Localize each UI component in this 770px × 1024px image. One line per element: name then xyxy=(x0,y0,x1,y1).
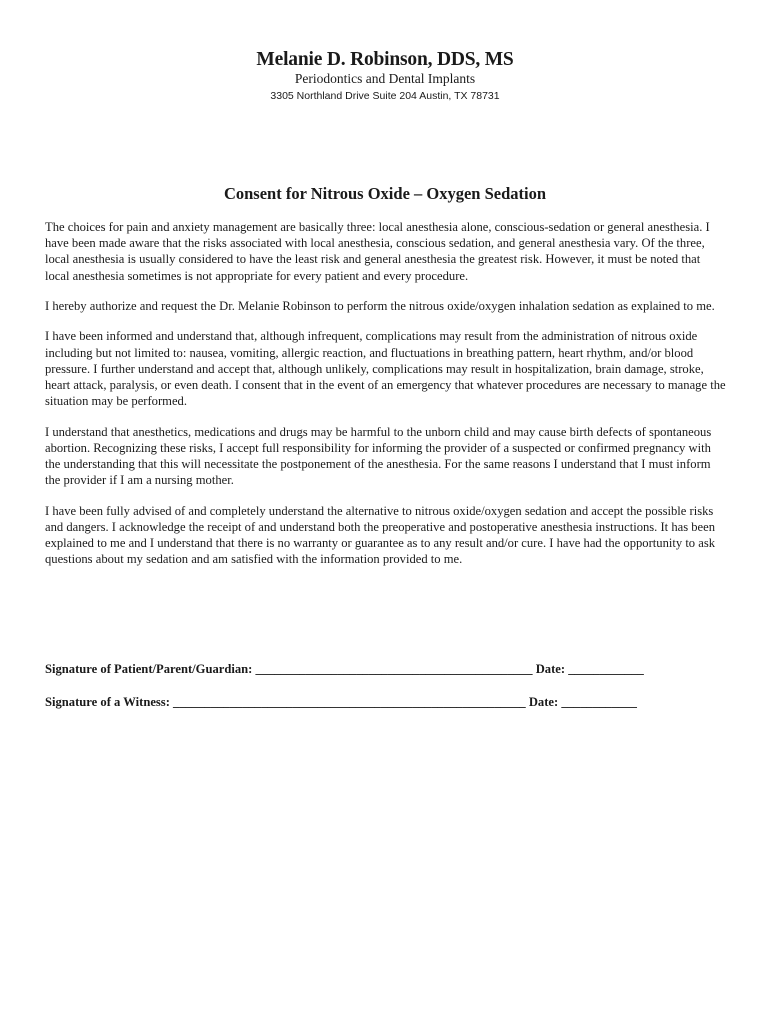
paragraph-pregnancy: I understand that anesthetics, medications and drugs may be harmful to the unborn child and may cause birth defects of spontaneous abortion. Recognizing these risks, I accept full responsibility for informing the provider of a suspected or confirmed pregnancy with the understanding that this will necessitate the postponement of the anesthesia. For the same reasons I understand that I must inform the provider if I am a nursing mother. xyxy=(45,424,712,488)
consent-body xyxy=(45,219,727,582)
practice-address: 3305 Northland Drive Suite 204 Austin, TX 78731 xyxy=(270,90,500,102)
practice-specialty: Periodontics and Dental Implants xyxy=(294,71,476,86)
paragraph-anesthesia-options: The choices for pain and anxiety management are basically three: local anesthesia alone, conscious-sedation or general anesthesia. I have been made aware that the risks associated with local anesthesia, conscious sedation, and general anesthesia vary. Of the three, local anesthesia is usually considered to have the least risk and general anesthesia the greatest risk. However, it must be noted that local anesthesia sometimes is not appropriate for every patient and every procedure. xyxy=(45,220,710,283)
document-title: Consent for Nitrous Oxide – Oxygen Sedation xyxy=(223,184,547,203)
patient-signature-line[interactable]: Signature of Patient/Parent/Guardian: ____________________________________________ Date: ____________ xyxy=(45,662,644,676)
paragraph-acknowledgement: I have been fully advised of and completely understand the alternative to nitrous oxide/oxygen sedation and accept the possible risks and dangers. I acknowledge the receipt of and understand both the preoperative and postoperative anesthesia instructions. It has been explained to me and I understand that there is no warranty or guarantee as to any result and/or cure. I have had the opportunity to ask questions about my sedation and am satisfied with the information provided to me. xyxy=(45,503,716,567)
paragraph-complications: I have been informed and understand that, although infrequent, complications may result from the administration of nitrous oxide including but not limited to: nausea, vomiting, allergic reaction, and fluctuations in breathing pattern, heart rhythm, and/or blood pressure. I further understand and accept that, although unlikely, complications may result in hospitalization, brain damage, stroke, heart attack, paralysis, or even death. I consent that in the event of an emergency that whatever procedures are necessary to manage the situation may be performed. xyxy=(45,329,726,409)
paragraph-authorization: I hereby authorize and request the Dr. Melanie Robinson to perform the nitrous oxide/oxygen inhalation sedation as explained to me. xyxy=(45,299,715,313)
witness-signature-line[interactable]: Signature of a Witness: ________________________________________________________ Date: ____________ xyxy=(45,695,637,709)
doctor-name: Melanie D. Robinson, DDS, MS xyxy=(256,49,514,70)
